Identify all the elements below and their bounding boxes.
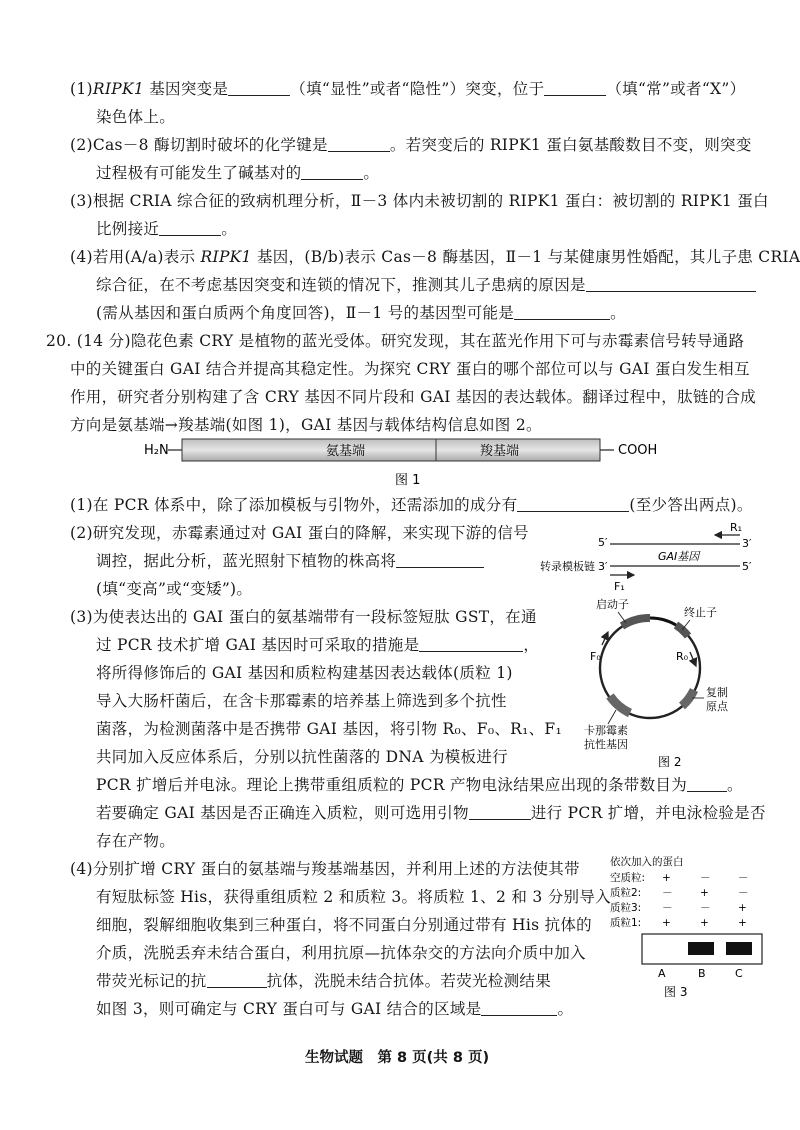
q19-part1-line1: (1)RIPK1 基因突变是 （填“显性”或者“隐性”）突变，位于 （填“常”或者“X”） (70, 80, 746, 98)
fig3-band-b (688, 942, 714, 955)
answer-blank[interactable] (207, 972, 267, 988)
answer-blank[interactable] (514, 304, 610, 320)
fig3-cell: + (738, 917, 747, 929)
fig3-cell: + (700, 887, 709, 899)
page-footer: 生物试题 第 8 页(共 8 页) (305, 1050, 490, 1066)
q20-intro-line3: 作用，研究者分别构建了含 CRY 基因不同片段和 GAI 基因的表达载体。翻译过程中，肽链的合成 (70, 388, 757, 406)
fig2-terminator-segment (676, 625, 688, 636)
fig2-promoter-segment (622, 618, 650, 626)
q20-part3-line2: 过 PCR 技术扩增 GAI 基因时可采取的措施是 ， (96, 636, 540, 654)
fig2-primer-f0: F₀ (590, 650, 601, 663)
q20-part3-line9: 存在产物。 (96, 832, 176, 850)
answer-blank[interactable] (469, 804, 531, 820)
fig3-lane-a: A (658, 967, 666, 980)
fig2-kanr-label-2: 抗性基因 (584, 738, 628, 751)
q19-part4-line3: (需从基因和蛋白质两个角度回答)，Ⅱ－1 号的基因型可能是 。 (96, 304, 626, 322)
q20-part3-line4: 导入大肠杆菌后，在含卡那霉素的培养基上筛选到多个抗性 (96, 692, 507, 710)
q20-part3-line5: 菌落，为检测菌落中是否携带 GAI 基因，将引物 R₀、F₀、R₁、F₁ (96, 720, 562, 738)
q20-part3-line6: 共同加入反应体系后，分别以抗性菌落的 DNA 为模板进行 (96, 748, 508, 766)
fig3-lane-c: C (735, 967, 743, 980)
q20-part1: (1)在 PCR 体系中，除了添加模板与引物外，还需添加的成分有 (至少答出两点)。 (70, 496, 753, 514)
answer-blank[interactable] (586, 276, 756, 292)
q19-part2-line1: (2)Cas－8 酶切割时破坏的化学键是 。若突变后的 RIPK1 蛋白氨基酸数目不变，则突变 (70, 136, 752, 154)
q20-part2-line1: (2)研究发现，赤霉素通过对 GAI 蛋白的降解，来实现下游的信号 (70, 524, 529, 542)
q20-intro-line4: 方向是氨基端→羧基端(如图 1)，GAI 基因与载体结构信息如图 2。 (70, 416, 542, 434)
q20-part4-line1: (4)分别扩增 CRY 蛋白的氨基端与羧基端基因，并利用上述的方法使其带 (70, 860, 580, 878)
fig3-table (610, 871, 749, 929)
fig1-amino-terminus: H₂N (144, 443, 169, 458)
figure-1 (140, 438, 680, 490)
fig3-cell: + (662, 917, 671, 929)
fig2-template-strand-label: 转录模板链 (540, 560, 595, 573)
fig3-cell: + (662, 872, 671, 884)
fig3-row-label: 质粒1: (610, 917, 642, 929)
q20-part3-line3: 将所得修饰后的 GAI 基因和质粒构建基因表达载体(质粒 1) (96, 664, 513, 682)
fig2-kanr-segment (610, 696, 630, 713)
fig2-five-prime-bottom: 5′ (742, 560, 752, 573)
fig2-gai-gene-label: GAI基因 (658, 550, 700, 563)
fig2-caption: 图 2 (658, 755, 682, 769)
fig3-cell: + (738, 902, 747, 914)
q20-part4-line3: 细胞，裂解细胞收集到三种蛋白，将不同蛋白分别通过带有 His 抗体的 (96, 916, 592, 934)
fig2-primer-r0-arrow (690, 652, 696, 666)
fig3-row-label: 空质粒: (610, 872, 646, 884)
answer-blank[interactable] (396, 552, 484, 568)
fig3-cell: + (700, 917, 709, 929)
q20-part2-line2: 调控，据此分析，蓝光照射下植物的株高将 (96, 551, 484, 571)
q20-intro-line1: 20. (14 分)隐花色素 CRY 是植物的蓝光受体。研究发现，其在蓝光作用下可与赤霉素信号转导通路 (46, 332, 745, 350)
answer-blank[interactable] (301, 164, 363, 180)
q19-part3-line1: (3)根据 CRIA 综合征的致病机理分析，Ⅱ－3 体内未被切割的 RIPK1 蛋白：被切割的 RIPK1 蛋白 (70, 192, 769, 210)
fig3-cell: － (700, 902, 711, 914)
q20-part2-line3: (填“变高”或“变矮”)。 (96, 580, 253, 598)
answer-blank[interactable] (687, 776, 727, 792)
q19-part4-line1: (4)若用(A/a)表示 RIPK1 基因，(B/b)表示 Cas－8 酶基因，Ⅱ－1 与某健康男性婚配，其儿子患 CRIA (70, 248, 800, 266)
q20-part3-line7: PCR 扩增后并电泳。理论上携带重组质粒的 PCR 产物电泳结果应出现的条带数目为 。 (96, 776, 743, 794)
fig2-kanr-label-1: 卡那霉素 (584, 724, 628, 737)
fig1-segment-carboxy: 羧基端 (480, 444, 520, 459)
q19-part2-line2: 过程极有可能发生了碱基对的 。 (96, 164, 380, 182)
fig3-cell: － (738, 872, 749, 884)
q20-part4-line5: 带荧光标记的抗 抗体，洗脱未结合抗体。若荧光检测结果 (96, 972, 552, 990)
fig3-caption: 图 3 (664, 985, 688, 999)
answer-blank[interactable] (419, 636, 523, 652)
fig2-terminator-label: 终止子 (684, 606, 717, 619)
q20-part4-line4: 介质，洗脱丢弃未结合蛋白，利用抗原—抗体杂交的方法向介质中加入 (96, 944, 586, 962)
answer-blank[interactable] (328, 136, 390, 152)
fig2-three-prime-top: 3′ (742, 537, 752, 550)
q20-intro-line2: 中的关键蛋白 GAI 结合并提高其稳定性。为探究 CRY 蛋白的哪个部位可以与 GAI 蛋白发生相互 (70, 360, 750, 378)
fig1-segment-amino: 氨基端 (326, 444, 366, 459)
q20-part4-line2: 有短肽标签 His，获得重组质粒 2 和质粒 3。将质粒 1、2 和 3 分别导入 (96, 888, 611, 906)
q20-part4-line6: 如图 3，则可确定与 CRY 蛋白可与 GAI 结合的区域是 。 (96, 1000, 574, 1018)
fig1-carboxy-terminus: COOH (618, 443, 658, 458)
fig2-primer-r0: R₀ (676, 650, 689, 663)
fig3-band-c (726, 942, 752, 955)
q19-part1-line2: 染色体上。 (96, 108, 176, 126)
figure-3 (608, 854, 768, 1004)
fig3-row-label: 质粒3: (610, 902, 642, 914)
q20-part3-line1: (3)为使表达出的 GAI 蛋白的氨基端带有一段标签短肽 GST，在通 (70, 608, 537, 626)
figure-2 (530, 520, 770, 770)
q20-part3-line8: 若要确定 GAI 基因是否正确连入质粒，则可选用引物 进行 PCR 扩增，并电泳检验是否 (96, 804, 766, 822)
answer-blank[interactable] (159, 220, 221, 236)
q19-part3-line2: 比例接近 。 (96, 220, 238, 238)
q19-part4-line2: 综合征，在不考虑基因突变和连锁的情况下，推测其儿子患病的原因是 (96, 275, 756, 295)
fig2-origin-label-2: 原点 (706, 700, 728, 713)
fig2-primer-r1: R₁ (730, 521, 743, 534)
answer-blank[interactable] (228, 80, 290, 96)
answer-blank[interactable] (481, 1000, 557, 1016)
fig2-primer-f1: F₁ (614, 580, 625, 593)
fig2-gai-insert (650, 618, 676, 625)
fig2-five-prime-top: 5′ (598, 536, 608, 549)
fig3-cell: － (700, 872, 711, 884)
fig2-three-prime-bottom: 3′ (598, 560, 608, 573)
answer-blank[interactable] (517, 496, 629, 512)
fig3-cell: － (662, 902, 673, 914)
fig2-origin-label-1: 复制 (706, 686, 728, 699)
fig3-lane-b: B (698, 967, 706, 980)
fig1-peptide-bar (182, 439, 600, 461)
answer-blank[interactable] (544, 80, 606, 96)
fig1-caption: 图 1 (395, 473, 421, 488)
fig2-promoter-label: 启动子 (596, 598, 629, 611)
fig3-cell: － (662, 887, 673, 899)
fig3-row-label: 质粒2: (610, 887, 642, 899)
fig3-title: 依次加入的蛋白 (610, 856, 684, 868)
fig3-cell: － (738, 887, 749, 899)
